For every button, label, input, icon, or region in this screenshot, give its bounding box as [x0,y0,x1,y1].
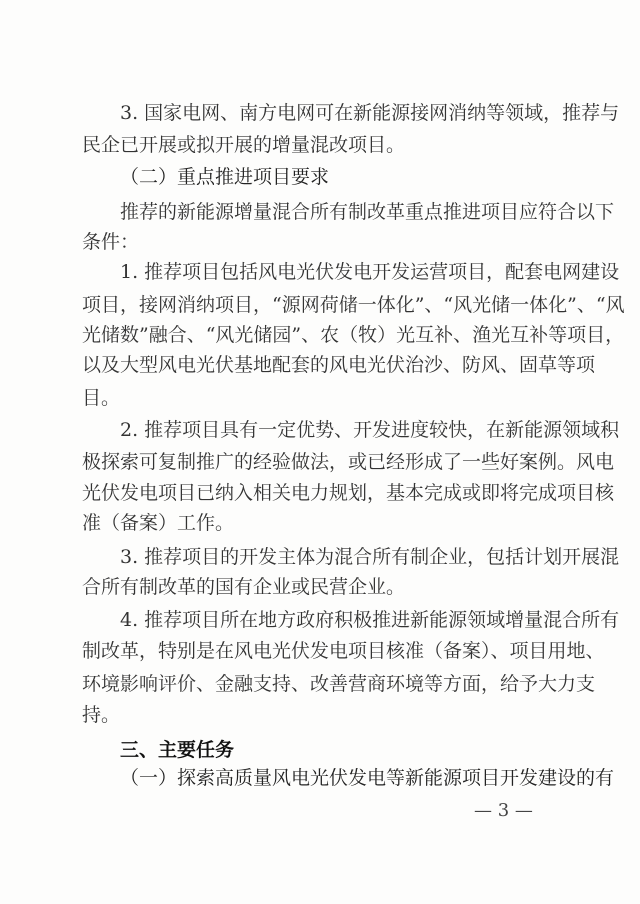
paragraph-line: 持。 [82,704,121,726]
section-heading: （二）重点推进项目要求 [120,166,330,188]
paragraph-line: 4. 推荐项目所在地方政府积极推进新能源领域增量混合所有 [120,609,620,631]
paragraph-line: 目。 [82,387,121,409]
paragraph-line: 以及大型风电光伏基地配套的风电光伏治沙、防风、固草等项 [82,354,596,376]
paragraph-line: 环境影响评价、金融支持、改善营商环境等方面，给予大力支 [82,673,596,695]
paragraph-line: 光伏发电项目已纳入相关电力规划，基本完成或即将完成项目核 [82,482,615,504]
section-heading: （一）探索高质量风电光伏发电等新能源项目开发建设的有 [120,767,615,789]
paragraph-line: 1. 推荐项目包括风电光伏发电开发运营项目，配套电网建设 [120,261,620,283]
paragraph-line: 光储数”融合、“风光储园”、农（牧）光互补、渔光互补等项目， [82,324,625,346]
paragraph-line: 极探索可复制推广的经验做法，或已经形成了一些好案例。风电 [82,451,615,473]
paragraph-line: 2. 推荐项目具有一定优势、开发进度较快，在新能源领域积 [120,419,620,441]
paragraph-line: 3. 国家电网、南方电网可在新能源接网消纳等领域，推荐与 [120,102,620,124]
paragraph-line: 推荐的新能源增量混合所有制改革重点推进项目应符合以下 [120,201,615,223]
paragraph-line: 条件： [82,231,140,253]
paragraph-line: 合所有制改革的国有企业或民营企业。 [82,576,406,598]
chapter-heading: 三、主要任务 [120,739,235,761]
paragraph-line: 制改革，特别是在风电光伏发电项目核准（备案）、项目用地、 [82,640,605,662]
paragraph-line: 民企已开展或拟开展的增量混改项目。 [82,134,406,156]
paragraph-line: 3. 推荐项目的开发主体为混合所有制企业，包括计划开展混 [120,546,620,568]
paragraph-line: 准（备案）工作。 [82,512,235,534]
page-number: — 3 — [474,800,533,821]
paragraph-line: 项目，接网消纳项目，“源网荷储一体化”、“风光储一体化”、“风 [82,294,625,316]
